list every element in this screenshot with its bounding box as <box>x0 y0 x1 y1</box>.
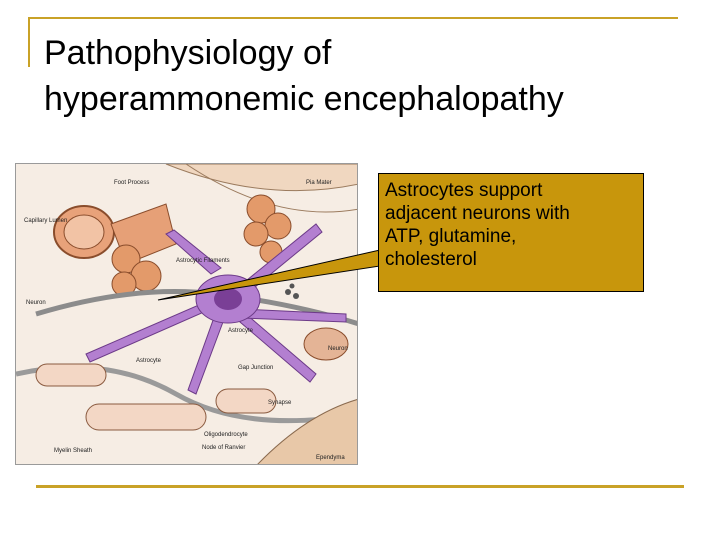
label-astrocytic-filaments: Astrocytic Filaments <box>176 258 230 264</box>
label-capillary-lumen: Capillary Lumen <box>24 218 68 224</box>
callout-line-3: ATP, glutamine, <box>385 226 517 247</box>
label-ependyma: Ependyma <box>316 455 345 461</box>
label-oligodendrocyte: Oligodendrocyte <box>204 432 248 438</box>
label-neuron-left: Neuron <box>26 300 46 306</box>
callout-line-2: adjacent neurons with <box>385 203 570 224</box>
callout-line-4: cholesterol <box>385 249 477 270</box>
accent-rule-bottom <box>36 485 684 488</box>
label-gap-junction: Gap Junction <box>238 365 274 371</box>
callout-line-1: Astrocytes support <box>385 180 543 201</box>
label-node-of-ranvier: Node of Ranvier <box>202 445 246 451</box>
label-astrocyte-left: Astrocyte <box>136 358 162 364</box>
label-synapse: Synapse <box>268 400 292 406</box>
label-astrocyte-center: Astrocyte <box>228 328 254 334</box>
label-pia-mater: Pia Mater <box>306 180 332 186</box>
label-myelin-sheath: Myelin Sheath <box>54 448 93 454</box>
callout-box <box>378 173 644 292</box>
slide-title-line-2: hyperammonemic encephalopathy <box>44 80 564 118</box>
label-neuron-right: Neuron <box>328 346 348 352</box>
label-foot-process: Foot Process <box>114 180 150 186</box>
slide-title-line-1: Pathophysiology of <box>44 34 332 72</box>
